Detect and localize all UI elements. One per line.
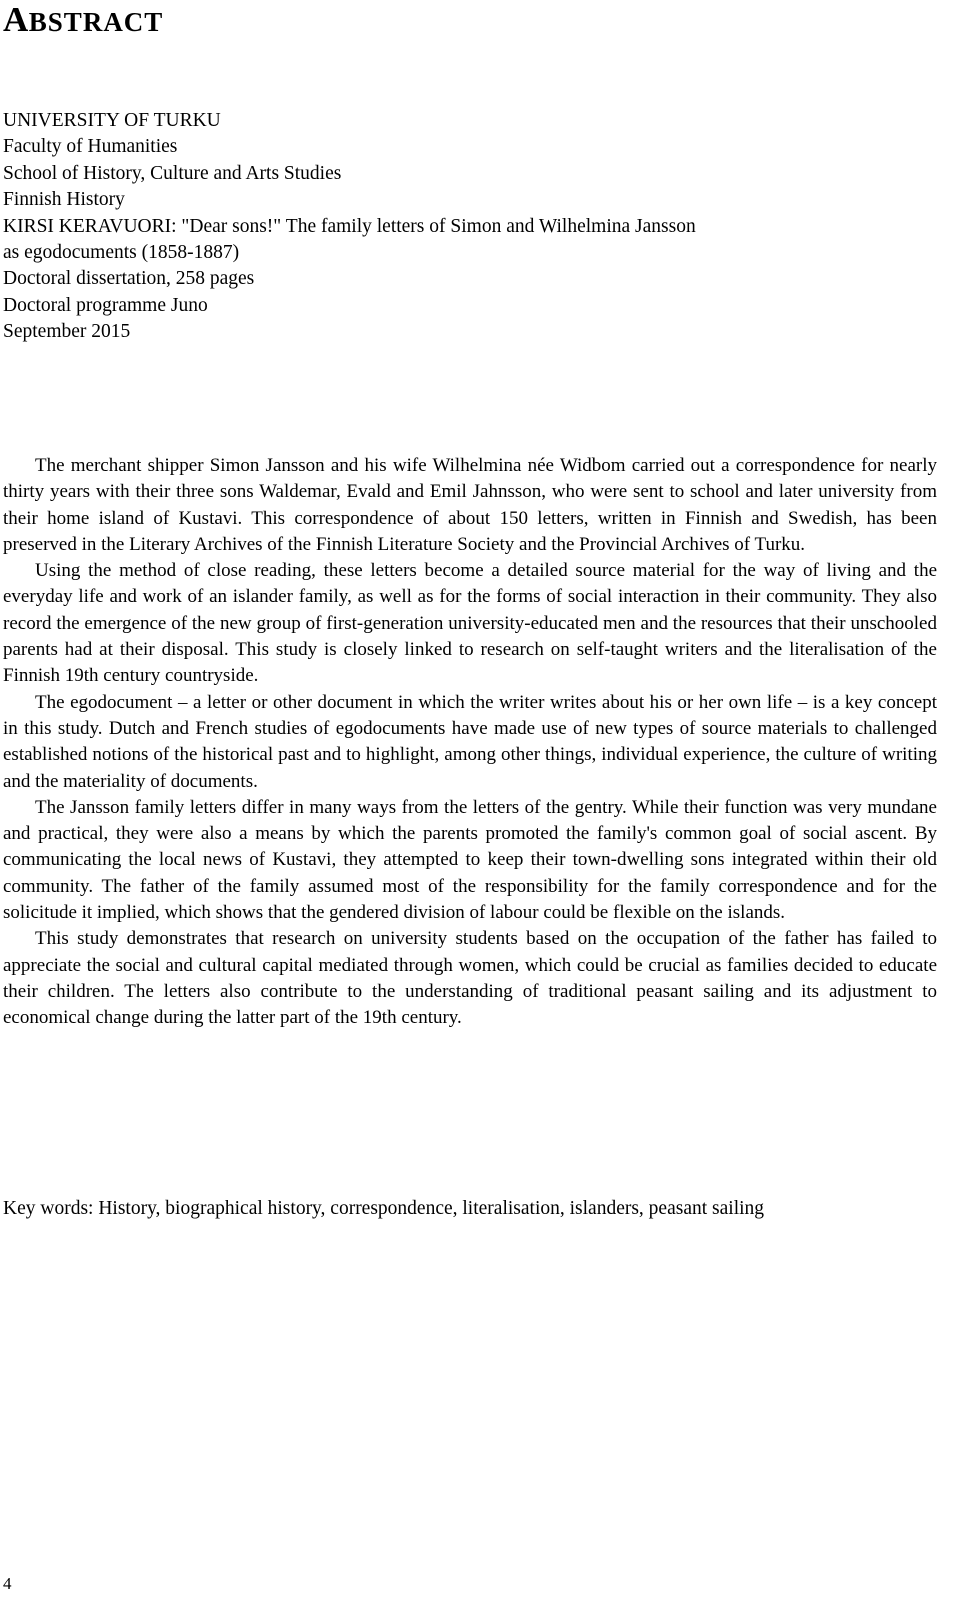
title-continuation-line: as egodocuments (1858-1887) <box>3 242 240 264</box>
dissertation-metadata <box>3 108 953 346</box>
date-line: September 2015 <box>3 321 131 343</box>
faculty-line: Faculty of Humanities <box>3 136 178 158</box>
author-title-line: KIRSI KERAVUORI: "Dear sons!" The family letters of Simon and Wilhelmina Jansson <box>3 215 696 237</box>
subject-line: Finnish History <box>3 189 125 211</box>
keywords-line: Key words: History, biographical history, correspondence, literalisation, islanders, peasant sailing <box>3 1198 765 1219</box>
abstract-body <box>3 453 937 1032</box>
abstract-paragraph: The egodocument – a letter or other document in which the writer writes about his or her own life – is a key concept in this study. Dutch and French studies of egodocuments have made use of new types of source materials to challenged established notions of the historical past and to highlight, among other things, individual experience, the culture of writing and the materiality of documents. <box>3 691 937 792</box>
abstract-paragraph: This study demonstrates that research on university students based on the occupation of the father has failed to appreciate the social and cultural capital mediated through women, which could be crucial as families decided to educate their children. The letters also contribute to the understanding of traditional peasant sailing and its adjustment to economical change during the latter part of the 19th century. <box>3 928 937 1029</box>
dissertation-pages-line: Doctoral dissertation, 258 pages <box>3 268 255 290</box>
programme-line: Doctoral programme Juno <box>3 294 208 316</box>
school-line: School of History, Culture and Arts Studies <box>3 162 342 184</box>
abstract-paragraph: The merchant shipper Simon Jansson and his wife Wilhelmina née Widbom carried out a correspondence for nearly thirty years with their three sons Waldemar, Evald and Emil Jahnsson, who were sent to school and later university from their home island of Kustavi. This correspondence of about 150 letters, written in Finnish and Swedish, has been preserved in the Literary Archives of the Finnish Literature Society and the Provincial Archives of Turku. <box>3 455 937 555</box>
abstract-paragraph: The Jansson family letters differ in many ways from the letters of the gentry. While their function was very mundane and practical, they were also a means by which the parents promoted the family's common goal of social ascent. By communicating the local news of Kustavi, they attempted to keep their town-dwelling sons integrated within their old community. The father of the family assumed most of the responsibility for the family correspondence and for the solicitude it implied, which shows that the gendered division of labour could be flexible on the islands. <box>3 796 937 924</box>
heading-rest: BSTRACT <box>28 7 164 37</box>
heading-initial: A <box>3 0 29 39</box>
page-heading <box>3 2 163 40</box>
page-number: 4 <box>3 1574 12 1593</box>
abstract-paragraph: Using the method of close reading, these letters become a detailed source material for the way of living and the everyday life and work of an islander family, as well as for the forms of social interaction in their community. They also record the emergence of the new group of first-generation university-educated men and the resources that their unschooled parents had at their disposal. This study is closely linked to research on self-taught writers and the literalisation of the Finnish 19th century countryside. <box>3 560 937 687</box>
university-line: UNIVERSITY OF TURKU <box>3 110 221 131</box>
